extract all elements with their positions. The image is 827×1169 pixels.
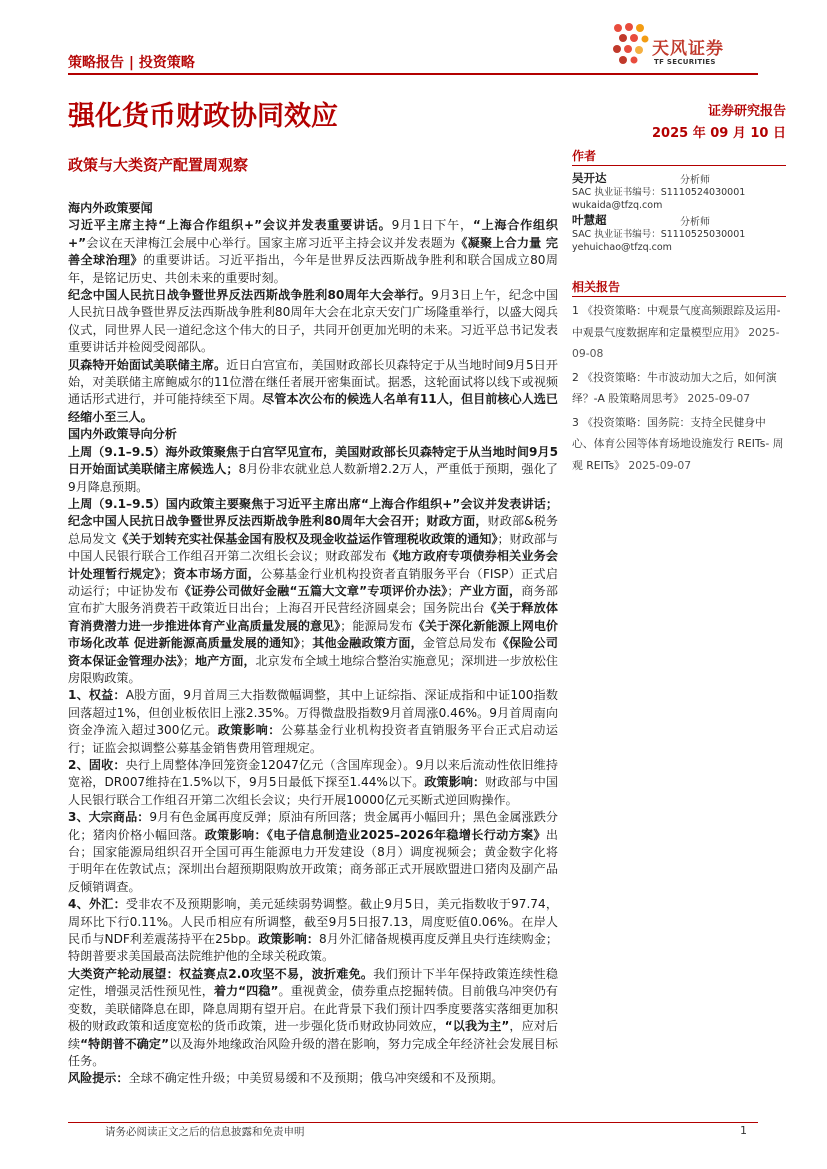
dots-logo-icon bbox=[610, 22, 652, 66]
paragraph: 大类资产轮动展望：权益赛点2.0攻坚不易，波折难免。我们预计下半年保持政策连续性稳定性，增强灵活性预见性，着力“四稳”。重视黄金，债券重点挖掘转债。目前俄乌冲突仍有变数，美联储降息在即，降息周期有望开启。在此背景下我们预计四季度要落实落细更加积极的财政政策和适度宽松的货币政策，进一步强化货币财政协同效应，“以我为主”，应对后续“特朗普不确定”以及海外地缘政治风险升级的潜在影响，努力完成全年经济社会发展目标任务。 bbox=[68, 966, 558, 1068]
main-body bbox=[68, 200, 558, 1088]
related-item[interactable]: 1 《投资策略：中观景气度高频跟踪及运用-中观景气度数据库和定量模型应用》 2025-09-08 bbox=[572, 304, 781, 360]
paragraph: 上周（9.1–9.5）海外政策聚焦于白宫罕见宣布，美国财政部长贝森特定于从当地时间9月5日开始面试美联储主席候选人；8月份非农就业总人数新增2.2万人，严重低于预期，强化了9月降息预期。 bbox=[68, 444, 558, 494]
footer-disclaimer: 请务必阅读正文之后的信息披露和免责申明 bbox=[105, 1126, 305, 1138]
report-date: 2025 年 09 月 10 日 bbox=[652, 126, 786, 141]
author-block bbox=[572, 170, 786, 212]
paragraph: 4、外汇：受非农不及预期影响，美元延续弱势调整。截止9月5日，美元指数收于97.74，周环比下行0.11%。人民币相应有所调整，截至9月5日报7.13，周度贬值0.06%。在岸人民币与NDF利差震荡持平在25bp。政策影响：8月外汇储备规模再度反弹且央行连续购金；特朗普要求美国最高法院维护他的全球关税政策。 bbox=[68, 897, 559, 964]
author-cert: SAC 执业证书编号：S1110524030001 bbox=[572, 187, 746, 198]
footer-divider bbox=[68, 1122, 758, 1123]
paragraph: 1、权益：A股方面，9月首周三大指数微幅调整，其中上证综指、深证成指和中证100指数回落超过1%，但创业板依旧上涨2.35%。万得微盘股指数9月首周涨0.46%。9月首周南向资金净流入超过300亿元。政策影响：公募基金行业机构投资者直销服务平台正式启动运行；证监会拟调整公募基金销售费用管理规定。 bbox=[68, 688, 558, 755]
author-name: 叶慧超 bbox=[572, 213, 607, 227]
author-block bbox=[572, 212, 786, 254]
author-email[interactable]: wukaida@tfzq.com bbox=[572, 200, 663, 211]
report-title: 强化货币财政协同效应 bbox=[68, 101, 338, 132]
related-divider bbox=[572, 296, 786, 297]
related-item[interactable]: 3 《投资策略：国务院：支持全民健身中心、体育公园等体育场地设施发行 REITs- 周观 REITs》 2025-09-07 bbox=[572, 415, 784, 472]
author-email[interactable]: yehuichao@tfzq.com bbox=[572, 242, 672, 253]
page-number: 1 bbox=[740, 1124, 747, 1137]
related-item[interactable]: 2 《投资策略：牛市波动加大之后，如何演绎？-A 股策略周思考》 2025-09-07 bbox=[572, 370, 777, 405]
authors-heading: 作者 bbox=[572, 149, 597, 163]
related-heading: 相关报告 bbox=[572, 280, 621, 294]
author-role: 分析师 bbox=[680, 217, 710, 228]
related-list bbox=[572, 300, 786, 478]
paragraph: 习近平主席主持“上海合作组织+”会议并发表重要讲话。9月1日下午，“上海合作组织+”会议在天津梅江会展中心举行。国家主席习近平主持会议并发表题为《凝聚上合力量 完善全球治理》的重要讲话。习近平指出，今年是世界反法西斯战争胜利和联合国成立80周年，是铭记历史、共创未来的重要时刻。 bbox=[68, 218, 559, 285]
paragraph: 风险提示：全球不确定性升级；中美贸易缓和不及预期；俄乌冲突缓和不及预期。 bbox=[68, 1071, 504, 1086]
author-name: 吴开达 bbox=[572, 171, 607, 185]
paragraph: 贝森特开始面试美联储主席。近日白宫宣布，美国财政部长贝森特定于从当地时间9月5日开始，对美联储主席鲍威尔的11位潜在继任者展开密集面试。据悉，这轮面试将以线下或视频通话形式进行，并可能持续至下周。尽管本次公布的候选人名单有11人，但目前核心人选已经缩小至三人。 bbox=[68, 357, 558, 424]
header-divider bbox=[68, 73, 758, 75]
paragraph: 纪念中国人民抗日战争暨世界反法西斯战争胜利80周年大会举行。9月3日上午，纪念中国人民抗日战争暨世界反法西斯战争胜利80周年大会在北京天安门广场隆重举行，以盛大阅兵仪式，同世界人民一道纪念这个伟大的日子，共同开创更加光明的未来。习近平总书记发表重要讲话并检阅受阅部队。 bbox=[68, 288, 558, 355]
paragraph: 3、大宗商品：9月有色金属再度反弹；原油有所回落；贵金属再小幅回升；黑色金属涨跌分化；猪肉价格小幅回落。政策影响：《电子信息制造业2025–2026年稳增长行动方案》出台；国家能源局组织召开全国可再生能源电力开发建设（8月）调度视频会；黄金数字化将于明年在佐敦试点；深圳出台超预期限购放开政策；商务部正式开展欧盟进口猪肉及副产品反倾销调查。 bbox=[68, 810, 558, 894]
author-cert: SAC 执业证书编号：S1110525030001 bbox=[572, 229, 746, 240]
report-category: 策略报告 | 投资策略 bbox=[68, 55, 195, 71]
logo-text: 天风证券 bbox=[652, 39, 724, 59]
report-subtitle: 政策与大类资产配置周观察 bbox=[68, 156, 249, 174]
paragraph: 2、固收：央行上周整体净回笼资金12047亿元（含国库现金）。9月以来后流动性依旧维持宽裕，DR007维持在1.5%以下，9月5日最低下探至1.44%以下。政策影响：财政部与中国人民银行联合工作组召开第二次组长会议；央行开展10000亿元买断式逆回购操作。 bbox=[68, 758, 558, 807]
paragraph: 上周（9.1–9.5）国内政策主要聚焦于习近平主席出席“上海合作组织+”会议并发表讲话；纪念中国人民抗日战争暨世界反法西斯战争胜利80周年大会召开；财政方面，财政部&税务总局发文《关于划转充实社保基金国有股权及现金收益运作管理税收政策的通知》；财政部与中国人民银行联合工作组召开第二次组长会议；财政部发布《地方政府专项债券相关业务会计处理暂行规定》；资本市场方面，公募基金行业机构投资者直销服务平台（FISP）正式启动运行；中证协发布《证券公司做好金融“五篇大文章”专项评价办法》；产业方面，商务部宣布扩大服务消费若干政策近日出台；上海召开民营经济圆桌会；国务院出台《关于释放体育消费潜力进一步推进体育产业高质量发展的意见》；能源局发布《关于深化新能源上网电价市场化改革 促进新能源高质量发展的通知》；其他金融政策方面，金管总局发布《保险公司资本保证金管理办法》；地产方面，北京发布全域土地综合整治实施意见；深圳进一步放松住房限购政策。 bbox=[68, 496, 558, 685]
author-role: 分析师 bbox=[680, 175, 710, 186]
logo-subtext: TF SECURITIES bbox=[654, 58, 716, 66]
report-type: 证券研究报告 bbox=[707, 104, 786, 119]
section-heading: 海内外政策要闻 bbox=[68, 201, 153, 215]
sidebar-divider bbox=[572, 165, 786, 166]
section-heading: 国内外政策导向分析 bbox=[68, 427, 177, 442]
